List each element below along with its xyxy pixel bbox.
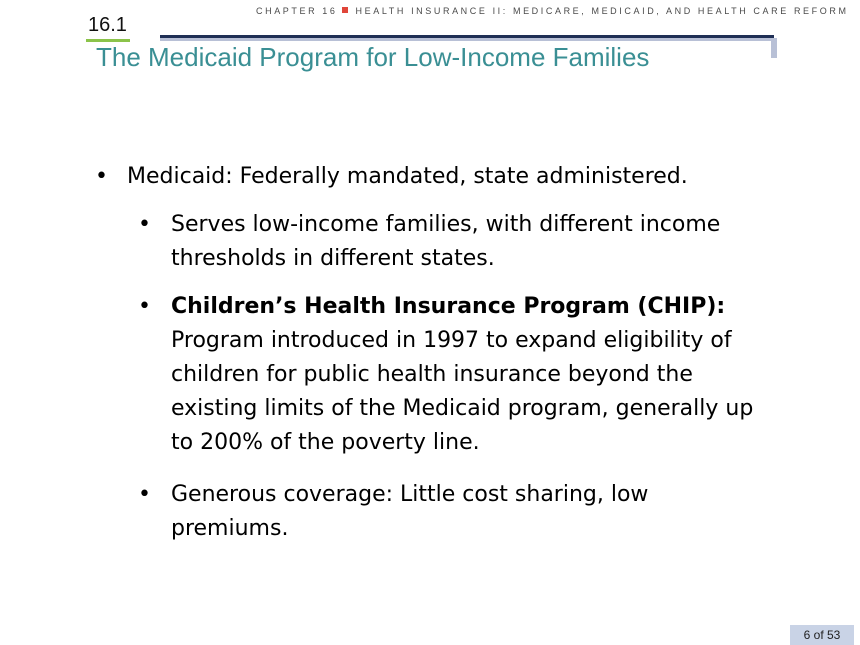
chapter-title: HEALTH INSURANCE II: MEDICARE, MEDICAID, AND HEALTH CARE REFORM <box>355 6 849 16</box>
page-indicator: 6 of 53 <box>790 625 854 645</box>
chapter-header <box>256 6 849 16</box>
chip-definition: Program introduced in 1997 to expand eligibility of children for public health insurance beyond the existing limits of the Medicaid program, generally up to 200% of the poverty line. <box>171 328 754 455</box>
bullet-chip-text <box>138 290 778 460</box>
bullet-dot-icon: • <box>138 294 151 319</box>
bullet-low-income <box>138 208 758 276</box>
bullet-dot-icon: • <box>95 164 108 189</box>
chip-term: Children’s Health Insurance Program (CHIP): <box>171 294 726 319</box>
slide-title: The Medicaid Program for Low-Income Families <box>96 42 650 72</box>
bullet-medicaid <box>95 160 688 194</box>
bullet-text: Medicaid: Federally mandated, state administered. <box>127 164 688 189</box>
title-rule <box>160 35 774 38</box>
bullet-chip <box>138 290 778 460</box>
bullet-dot-icon: • <box>138 212 151 237</box>
bullet-dot-icon: • <box>138 482 151 507</box>
chapter-label: CHAPTER 16 <box>256 6 338 16</box>
title-rule-shadow <box>160 38 776 41</box>
separator-square-icon <box>342 7 348 13</box>
section-number: 16.1 <box>88 14 127 36</box>
bullet-coverage <box>138 478 758 546</box>
title-rule-drop <box>771 38 777 58</box>
bullet-text: Generous coverage: Little cost sharing, low premiums. <box>171 482 649 541</box>
bullet-text: Serves low-income families, with different income thresholds in different states. <box>171 212 721 271</box>
